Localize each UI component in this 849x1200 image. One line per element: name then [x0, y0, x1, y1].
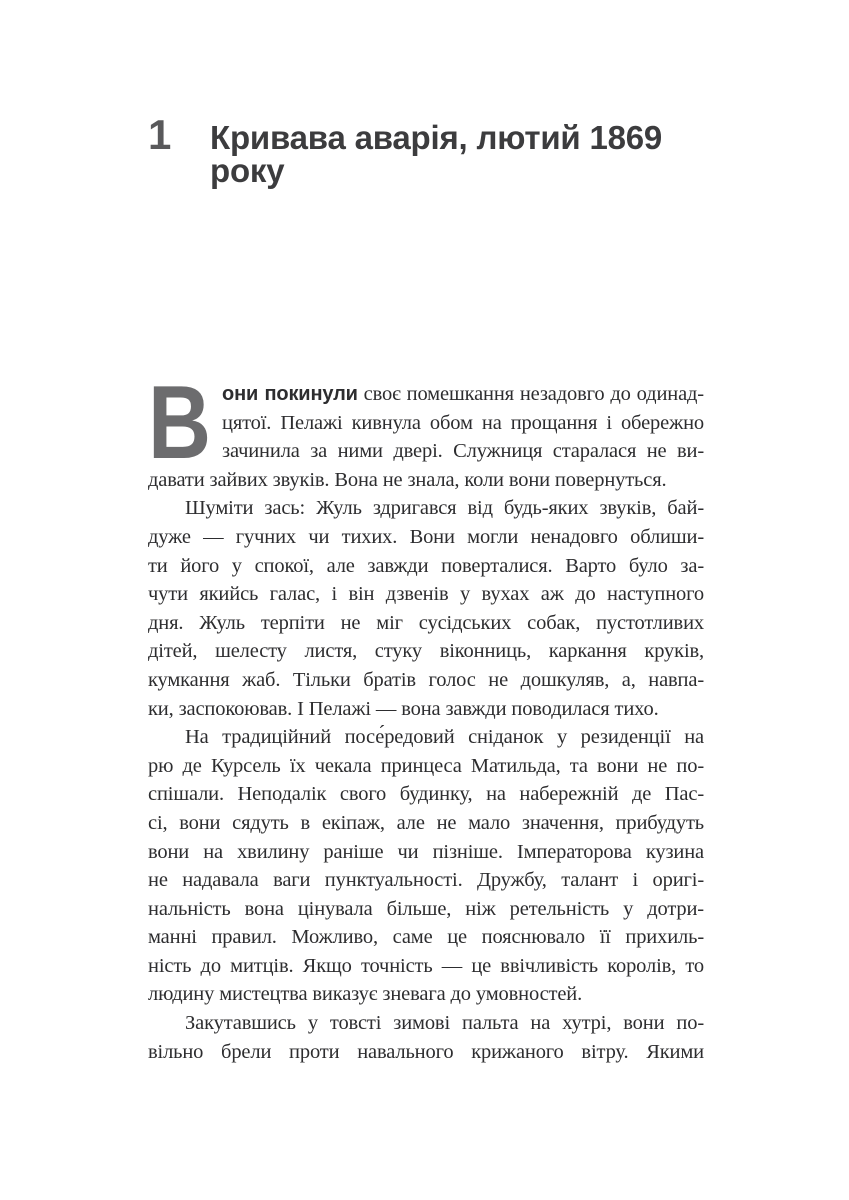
paragraph	[148, 1009, 704, 1066]
text-line: ки, заспокоював. І Пелажі — вона завжди поводилася тихо.	[148, 697, 659, 720]
text-line: манні правил. Можливо, саме це пояснювало її прихиль-	[148, 926, 704, 949]
text-line: На традиційний посе́редовий сніданок у резиденції на	[185, 726, 704, 749]
text-line: Шуміти зась: Жуль здригався від будь-яких звуків, бай-	[185, 497, 704, 520]
text-line: сі, вони сядуть в екіпаж, але не мало значення, прибудуть	[148, 811, 704, 834]
paragraph	[148, 494, 704, 723]
text-line: рю де Курсель їх чекала принцеса Матильда, та вони не по-	[148, 754, 704, 777]
chapter-number: 1	[148, 111, 172, 158]
lead-in-text: они покинули	[222, 383, 358, 405]
text-line: ти його у спокої, але завжди поверталися. Варто було за-	[148, 554, 704, 577]
text-line: они покинули своє помешкання незадовго до одинад-	[222, 383, 704, 405]
text-line: дуже — гучних чи тихих. Вони могли ненадовго облиши-	[148, 525, 704, 548]
text-line: людину мистецтва виказує зневага до умовностей.	[148, 983, 583, 1006]
text-line: цятої. Пелажі кивнула обом на прощання і обережно	[222, 411, 704, 434]
text-line: кумкання жаб. Тільки братів голос не дошкуляв, а, навпа-	[148, 668, 704, 691]
dropcap-letter: В	[148, 365, 211, 481]
paragraph	[148, 723, 704, 1009]
text-line: дня. Жуль терпіти не міг сусідських собак, пустотливих	[148, 611, 704, 634]
paragraph	[148, 365, 704, 494]
text-line: зачинила за ними двері. Служниця старалася не ви-	[222, 440, 704, 463]
chapter-header	[148, 111, 705, 189]
text-line: не надавала ваги пунктуальності. Дружбу, талант і оригі-	[148, 869, 704, 892]
text-line: вільно брели проти навального крижаного вітру. Якими	[148, 1040, 704, 1063]
text-line: нальність вона цінувала більше, ніж ретельність у дотри-	[148, 897, 704, 920]
text-line: ність до митців. Якщо точність — це ввічливість королів, то	[148, 954, 704, 977]
body-text	[148, 365, 704, 1066]
text-line: давати зайвих звуків. Вона не знала, коли вони повернуться.	[148, 468, 667, 491]
text-line: спішали. Неподалік свого будинку, на набережній де Пас-	[148, 783, 704, 806]
text-line: Закутавшись у товсті зимові пальта на хутрі, вони по-	[185, 1012, 704, 1035]
chapter-title: Кривава аварія, лютий 1869 року	[210, 119, 663, 189]
text-line: чути якийсь галас, і він дзвенів у вухах аж до наступного	[148, 583, 704, 606]
text-line: вони на хвилину раніше чи пізніше. Імператорова кузина	[148, 840, 704, 863]
text-line: дітей, шелесту листя, стуку віконниць, каркання круків,	[148, 640, 704, 663]
